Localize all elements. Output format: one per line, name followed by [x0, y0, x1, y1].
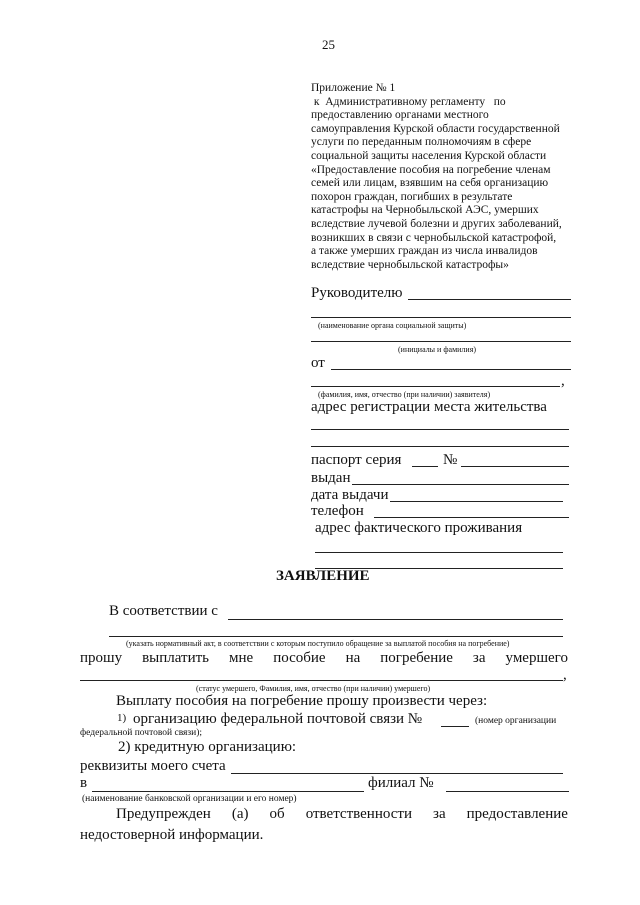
- initials-caption: (инициалы и фамилия): [398, 345, 477, 354]
- actual-address-label: адрес фактического проживания: [315, 520, 523, 536]
- appendix-line: социальной защиты населения Курской области: [311, 149, 547, 162]
- page-number: 25: [322, 37, 335, 52]
- passport-series-line[interactable]: [412, 466, 438, 467]
- warning-word: об: [269, 806, 285, 822]
- request-word: погребение: [380, 650, 453, 666]
- act-input-line-1[interactable]: [228, 619, 563, 620]
- in-label: в: [80, 775, 88, 791]
- option1-text: организацию федеральной почтовой связи №: [133, 711, 423, 727]
- appendix-line: самоуправления Курской области государственной: [311, 122, 560, 135]
- appendix-line: семей или лицам, взявшим на себя организацию: [311, 177, 549, 190]
- appendix-line: похорон граждан, погибших в результате: [311, 190, 513, 203]
- appendix-line: вследствие чернобыльской катастрофы»: [311, 258, 509, 271]
- applicant-comma: ,: [561, 373, 565, 389]
- appendix-line: Приложение № 1: [311, 82, 396, 94]
- issued-label: выдан: [311, 470, 351, 486]
- issued-input-line[interactable]: [352, 484, 569, 485]
- reg-address-line-2[interactable]: [311, 446, 569, 447]
- option1-note-b: федеральной почтовой связи);: [80, 728, 203, 738]
- request-word: прошу: [80, 650, 123, 666]
- from-input-line[interactable]: [331, 369, 571, 370]
- payment-line: Выплату пособия на погребение прошу произвести через:: [116, 693, 488, 709]
- warning-line-2: недостоверной информации.: [80, 827, 264, 843]
- deceased-caption: (статус умершего, Фамилия, имя, отчество (при наличии) умершего): [196, 684, 431, 693]
- statement-title: ЗАЯВЛЕНИЕ: [276, 568, 370, 584]
- appendix-line: предоставлению органами местного: [311, 109, 489, 122]
- bank-input-line[interactable]: [92, 791, 364, 792]
- according-label: В соответствии с: [109, 603, 218, 619]
- request-word: выплатить: [142, 650, 209, 666]
- org-caption: (наименование органа социальной защиты): [318, 321, 467, 330]
- issue-date-label: дата выдачи: [311, 487, 389, 503]
- warning-word: Предупрежден: [116, 806, 211, 822]
- post-office-number-line[interactable]: [441, 726, 469, 727]
- passport-label: паспорт серия: [311, 452, 402, 468]
- request-word: на: [345, 650, 361, 666]
- applicant-caption: (фамилия, имя, отчество (при наличии) заявителя): [318, 390, 491, 399]
- request-word: умершего: [505, 650, 568, 666]
- initials-input-line[interactable]: [311, 341, 571, 342]
- head-input-line[interactable]: [408, 299, 571, 300]
- warning-word: за: [433, 806, 446, 822]
- org-input-line[interactable]: [311, 317, 571, 318]
- passport-number-line[interactable]: [461, 466, 569, 467]
- reg-address-line-1[interactable]: [311, 429, 569, 430]
- request-word: за: [472, 650, 486, 666]
- appendix-line: «Предоставление пособия на погребение членам: [311, 163, 551, 176]
- appendix-line: а также умерших граждан из числа инвалидов: [311, 245, 538, 258]
- warning-line-1: [116, 806, 568, 823]
- phone-label: телефон: [311, 503, 364, 519]
- warning-word: (а): [231, 806, 249, 822]
- option1-number: 1): [117, 712, 127, 724]
- phone-input-line[interactable]: [374, 517, 569, 518]
- option2-text: 2) кредитную организацию:: [118, 739, 297, 755]
- appendix-line: к Административному регламенту по: [311, 95, 506, 108]
- request-line: [80, 650, 568, 667]
- passport-number-sign: №: [443, 452, 458, 468]
- account-input-line[interactable]: [231, 773, 563, 774]
- warning-word: ответственности: [305, 806, 412, 822]
- act-caption: (указать нормативный акт, в соответствии с которым поступило обращение за выплатой пособия на погребение): [126, 639, 510, 648]
- actual-address-line-1[interactable]: [315, 552, 563, 553]
- act-input-line-2[interactable]: [109, 636, 563, 637]
- request-word: пособие: [273, 650, 326, 666]
- branch-number-line[interactable]: [446, 791, 569, 792]
- appendix-line: катастрофы на Чернобыльской АЭС, умерших: [311, 204, 539, 217]
- branch-label: филиал №: [368, 775, 434, 791]
- appendix-block: [311, 82, 581, 272]
- warning-word: предоставление: [466, 806, 568, 822]
- deceased-comma: ,: [563, 667, 567, 683]
- appendix-line: вследствие лучевой болезни и других заболеваний,: [311, 217, 562, 230]
- option1-note-a: (номер организации: [475, 716, 557, 726]
- request-word: мне: [229, 650, 254, 666]
- deceased-input-line[interactable]: [80, 680, 563, 681]
- bank-caption: (наименование банковской организации и его номер): [82, 794, 297, 804]
- applicant-input-line[interactable]: [311, 386, 560, 387]
- appendix-line: возникших в связи с чернобыльской катастрофой,: [311, 231, 557, 244]
- issue-date-line[interactable]: [390, 501, 563, 502]
- head-label: Руководителю: [311, 285, 403, 301]
- reg-address-label: адрес регистрации места жительства: [311, 399, 547, 415]
- account-label: реквизиты моего счета: [80, 758, 226, 774]
- from-label: от: [311, 355, 325, 371]
- appendix-line: услуги по переданным полномочиям в сфере: [311, 136, 532, 149]
